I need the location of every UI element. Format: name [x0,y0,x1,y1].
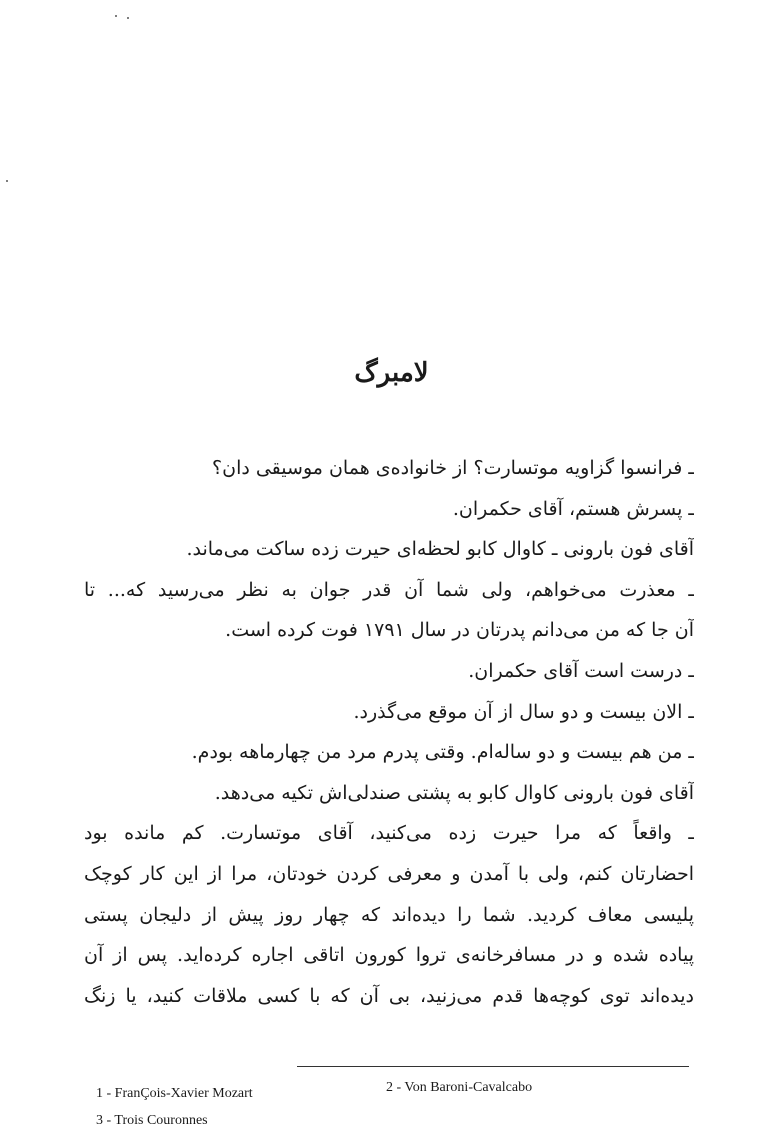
text-line: ـ فرانسوا گزاویه موتسارت؟ از خانواده‌ی همان موسیقی دان؟ [212,457,694,479]
text-line: ـ من هم بیست و دو ساله‌ام. وقتی پدرم مرد من چهارماهه بودم. [191,741,694,764]
scan-speck [6,180,8,182]
footnote-3: 3 - Trois Couronnes [96,1113,208,1128]
text-line: پلیسی معاف کردید. شما را دیده‌اند که چهار روز پیش از دلیجان پستی [84,903,694,926]
chapter-title: لامبرگ [354,358,429,388]
text-line: ـ معذرت می‌خواهم، ولی شما آن قدر جوان به نظر می‌رسید که... تا [84,578,694,601]
scan-speck [115,15,117,17]
scan-speck [127,17,129,19]
text-line: دیده‌اند توی کوچه‌ها قدم می‌زنید، بی آن که با کسی ملاقات کنید، یا زنگ [84,984,694,1007]
footnote-divider [297,1066,689,1067]
text-line: آن جا که من می‌دانم پدرتان در سال ۱۷۹۱ فوت کرده است. [225,619,694,642]
text-line: ـ درست است آقای حکمران. [468,659,694,682]
body-text [84,448,694,1016]
text-line: پیاده شده و در مسافرخانه‌ی تروا کورون اتاقی اجاره کرده‌اید. پس از آن [84,944,694,967]
text-line: ـ واقعاً که مرا حیرت زده می‌کنید، آقای موتسارت. کم مانده بود [84,822,694,845]
text-line: ـ الان بیست و دو سال از آن موقع می‌گذرد. [353,700,694,723]
footnote-1: 1 - FranÇois-Xavier Mozart [96,1086,253,1101]
text-line: ـ پسرش هستم، آقای حکمران. [452,497,694,520]
text-line: آقای فون بارونی ـ کاوال کابو لحظه‌ای حیرت زده ساکت می‌ماند. [186,538,694,561]
footnote-2: 2 - Von Baroni-Cavalcabo [386,1080,533,1095]
text-line: احضارتان کنم، ولی با آمدن و معرفی کردن خودتان، مرا از این کار کوچک [84,862,694,885]
text-line: آقای فون بارونی کاوال کابو به پشتی صندلی‌اش تکیه می‌دهد. [214,781,694,804]
